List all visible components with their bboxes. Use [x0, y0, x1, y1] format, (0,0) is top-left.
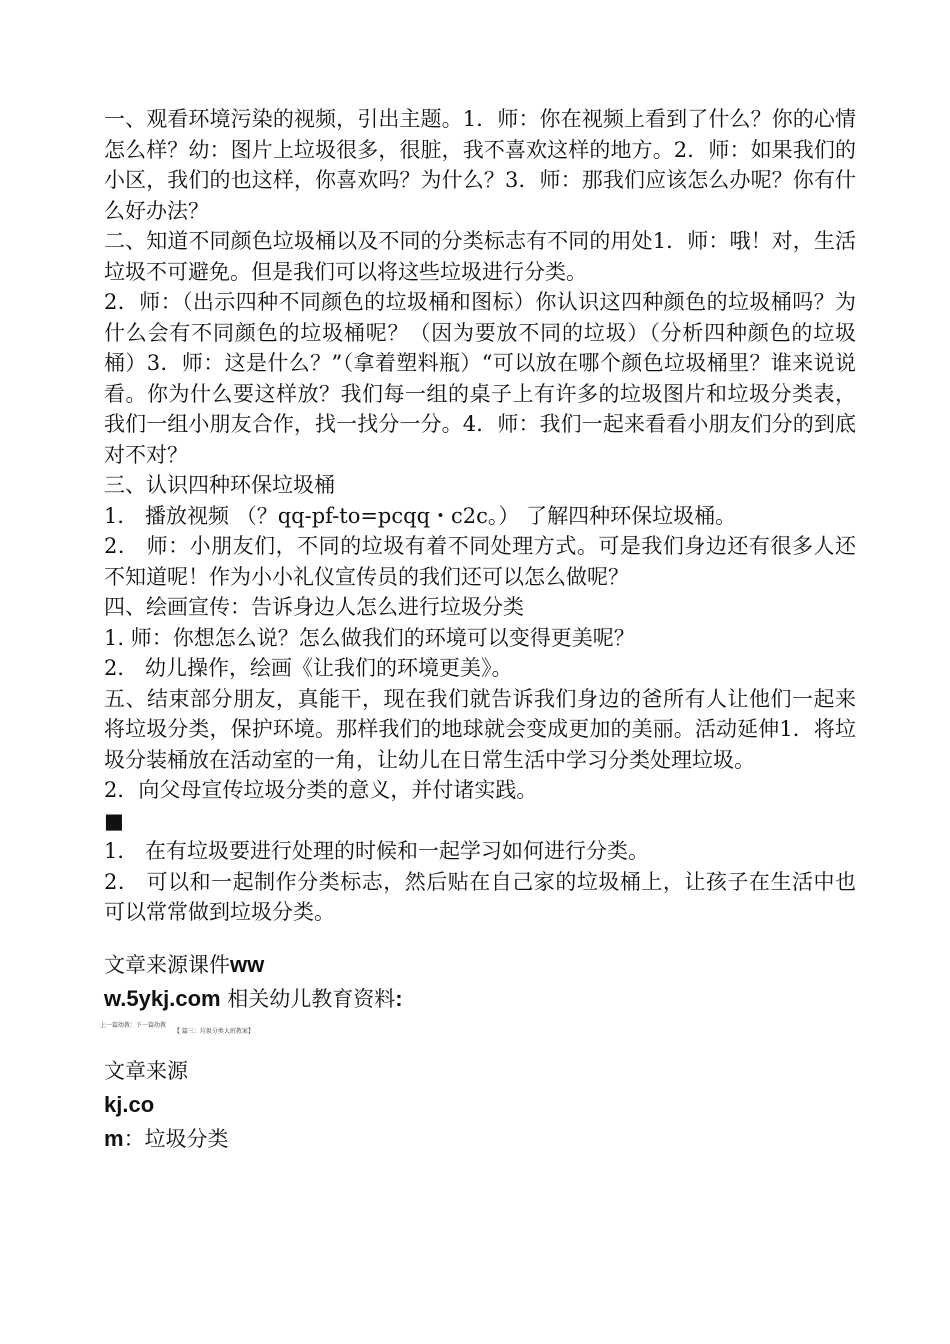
related-materials-colon: :	[395, 985, 403, 1011]
related-materials-label: 相关幼儿教育资料	[227, 986, 396, 1011]
paragraph-section-1: 一、观看环境污染的视频，引出主题。1．师：你在视频上看到了什么？你的心情怎么样？幼：图片上垃圾很多，很脏，我不喜欢这样的地方。2．师：如果我们的小区，我们的也这样，你喜欢吗？为什么？3．师：那我们应该怎么办呢？你有什么好办法？	[104, 107, 856, 223]
prev-next-links	[100, 1016, 856, 1054]
square-symbol: ■	[104, 808, 124, 833]
related-lesson-link[interactable]: 【 篇三：垃圾分类大班教案】	[174, 1027, 254, 1035]
source2-url-part-1[interactable]: kj.co	[104, 1091, 155, 1117]
paragraph-section-3-step-1: 1． 播放视频 （？qq-pf-to=pcqq・c2c。） 了解四种环保垃圾桶。	[104, 503, 737, 528]
source2-line-3	[104, 1122, 856, 1156]
source-url-part-2[interactable]: w.5ykj.com	[104, 985, 221, 1011]
document-body	[100, 104, 856, 1156]
source-label: 文章来源课件	[104, 952, 230, 977]
paragraph-section-4-step-1: 1. 师：你想怎么说？怎么做我们的环境可以变得更美呢？	[104, 625, 635, 650]
paragraph-section-5-step-2: 2．向父母宣传垃圾分类的意义，并付诸实践。	[104, 778, 538, 802]
paragraph-section-3-heading: 三、认识四种环保垃圾桶	[104, 473, 335, 497]
topic-label: ：垃圾分类	[123, 1126, 229, 1151]
paragraph-tip-1: 1． 在有垃圾要进行处理的时候和一起学习如何进行分类。	[104, 839, 650, 863]
paragraph-section-3-step-2: 2． 师：小朋友们，不同的垃圾有着不同处理方式。可是我们身边还有很多人还不知道呢！作为小小礼仪宣传员的我们还可以怎么做呢？	[104, 534, 856, 589]
source2-url-part-2[interactable]: m	[104, 1125, 124, 1151]
source2-line-1: 文章来源	[104, 1058, 188, 1083]
square-bullet	[104, 806, 856, 837]
paragraph-section-4-step-2: 2． 幼儿操作，绘画《让我们的环境更美》。	[104, 656, 513, 680]
paragraph-section-5: 五、结束部分朋友，真能干，现在我们就告诉我们身边的爸所有人让他们一起来将垃圾分类，保护环境。那样我们的地球就会变成更加的美丽。活动延伸1．将垃圾分装桶放在活动室的一角，让幼儿在日常生活中学习分类处理垃圾。	[104, 686, 856, 772]
paragraph-tip-2: 2． 可以和一起制作分类标志，然后贴在自己家的垃圾桶上，让孩子在生活中也可以常常做到垃圾分类。	[104, 869, 856, 924]
paragraph-section-2: 二、知道不同颜色垃圾桶以及不同的分类标志有不同的用处1．师：哦！对，生活垃圾不可避免。但是我们可以将这些垃圾进行分类。	[104, 229, 856, 284]
source2-line-2	[104, 1088, 856, 1122]
source-line-2	[104, 982, 856, 1016]
paragraph-section-2-step-2: 2．师：（出示四种不同颜色的垃圾桶和图标）你认识这四种颜色的垃圾桶吗？为什么会有不同颜色的垃圾桶呢？（因为要放不同的垃圾）（分析四种颜色的垃圾桶）3．师：这是什么？”（拿着塑料瓶）“可以放在哪个颜色垃圾桶里？谁来说说看。你为什么要这样放？我们每一组的桌子上有许多的垃圾图片和垃圾分类表，我们一组小朋友合作，找一找分一分。4．师：我们一起来看看小朋友们分的到底对不对？	[104, 290, 856, 467]
prev-next-text[interactable]: 上一篇幼教：下一篇幼教	[100, 1021, 167, 1029]
source-url-part-1: ww	[230, 951, 265, 977]
paragraph-section-4-heading: 四、绘画宣传：告诉身边人怎么进行垃圾分类	[104, 595, 524, 619]
source-line-1	[104, 948, 856, 982]
